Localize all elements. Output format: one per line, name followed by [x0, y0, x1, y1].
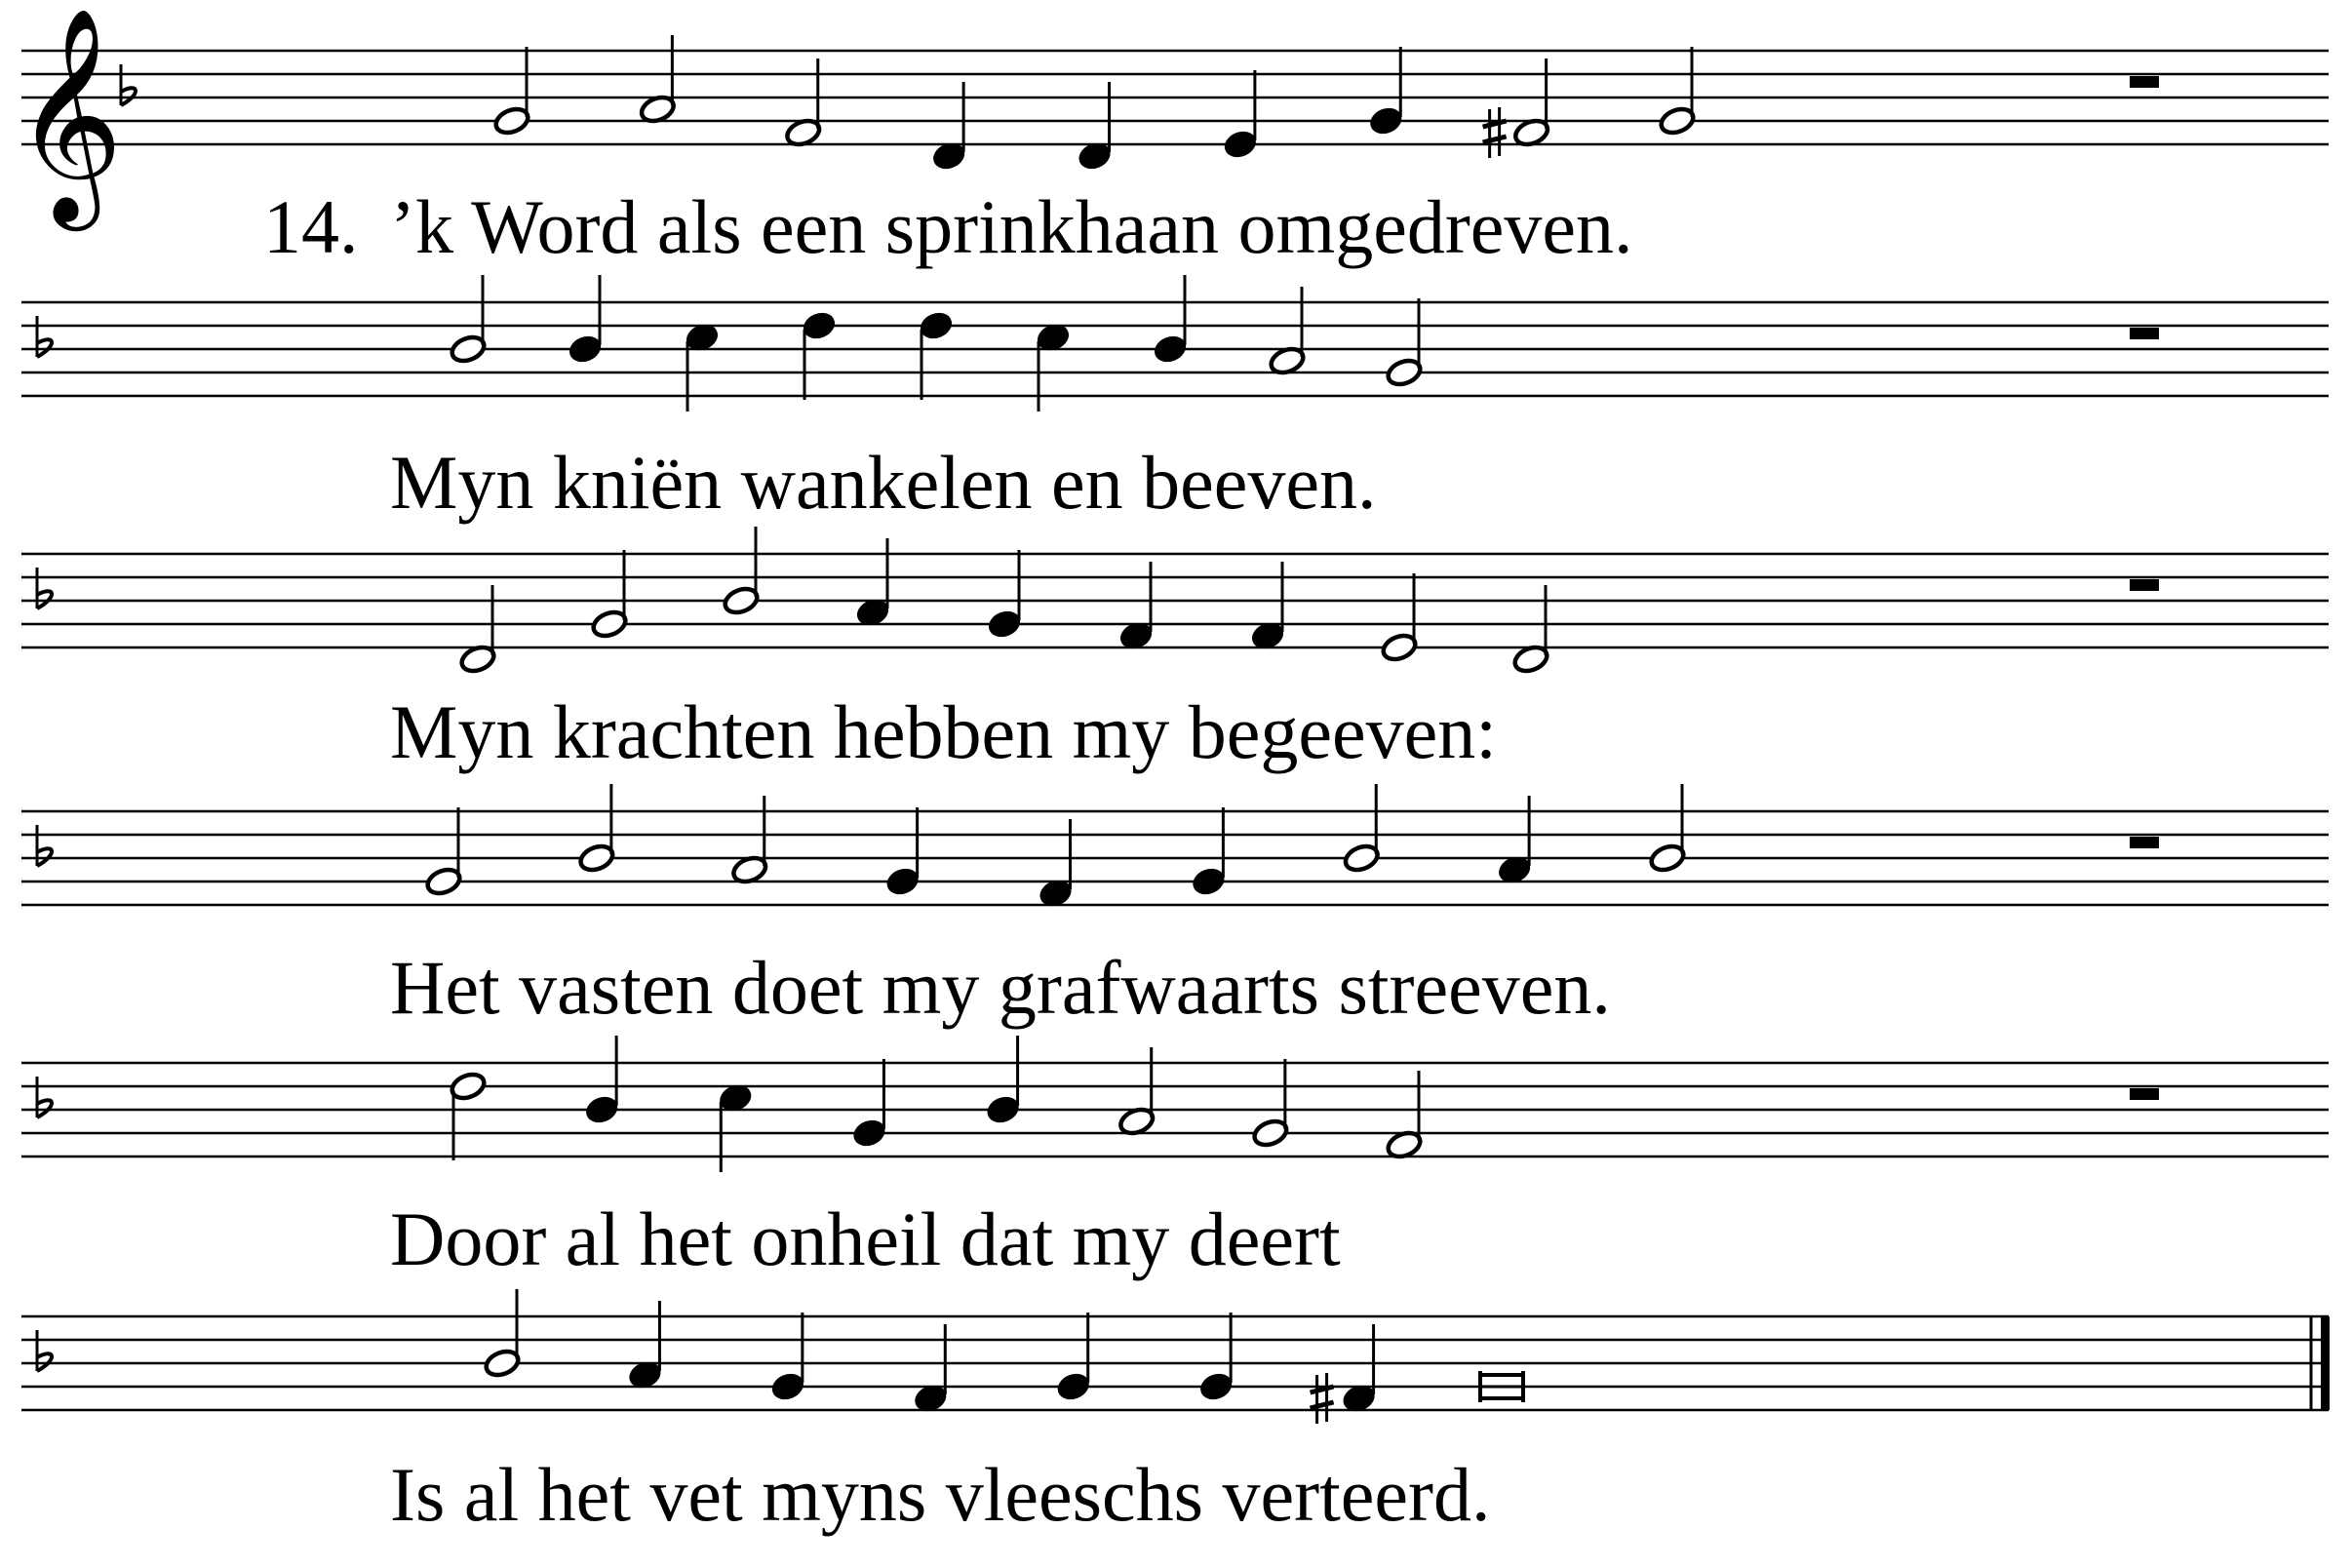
- half-rest-icon: [2130, 76, 2159, 88]
- half-rest-icon: [2130, 837, 2159, 848]
- lyric-line-5: Door al het onheil dat my deert: [390, 1196, 1341, 1281]
- lyric-line-4: Het vasten doet my grafwaarts streeven.: [390, 945, 1611, 1030]
- lyric-line-2: Myn kniën wankelen en beeven.: [390, 440, 1377, 525]
- final-barline: [2321, 1316, 2330, 1410]
- sharp-icon: [1311, 1402, 1334, 1408]
- half-rest-icon: [2130, 579, 2159, 591]
- half-rest-icon: [2130, 1088, 2159, 1100]
- svg-text:𝄞: 𝄞: [14, 6, 124, 221]
- verse-number: 14.: [263, 184, 359, 269]
- half-rest-icon: [2130, 328, 2159, 339]
- lyric-line-3: Myn krachten hebben my begeeven:: [390, 689, 1497, 774]
- lyric-line-6: Is al het vet myns vleeschs verteerd.: [390, 1452, 1491, 1537]
- treble-clef-icon: [14, 6, 123, 231]
- sharp-icon: [1483, 137, 1507, 142]
- lyric-line-1: ’k Word als een sprinkhaan omgedreven.: [390, 184, 1633, 269]
